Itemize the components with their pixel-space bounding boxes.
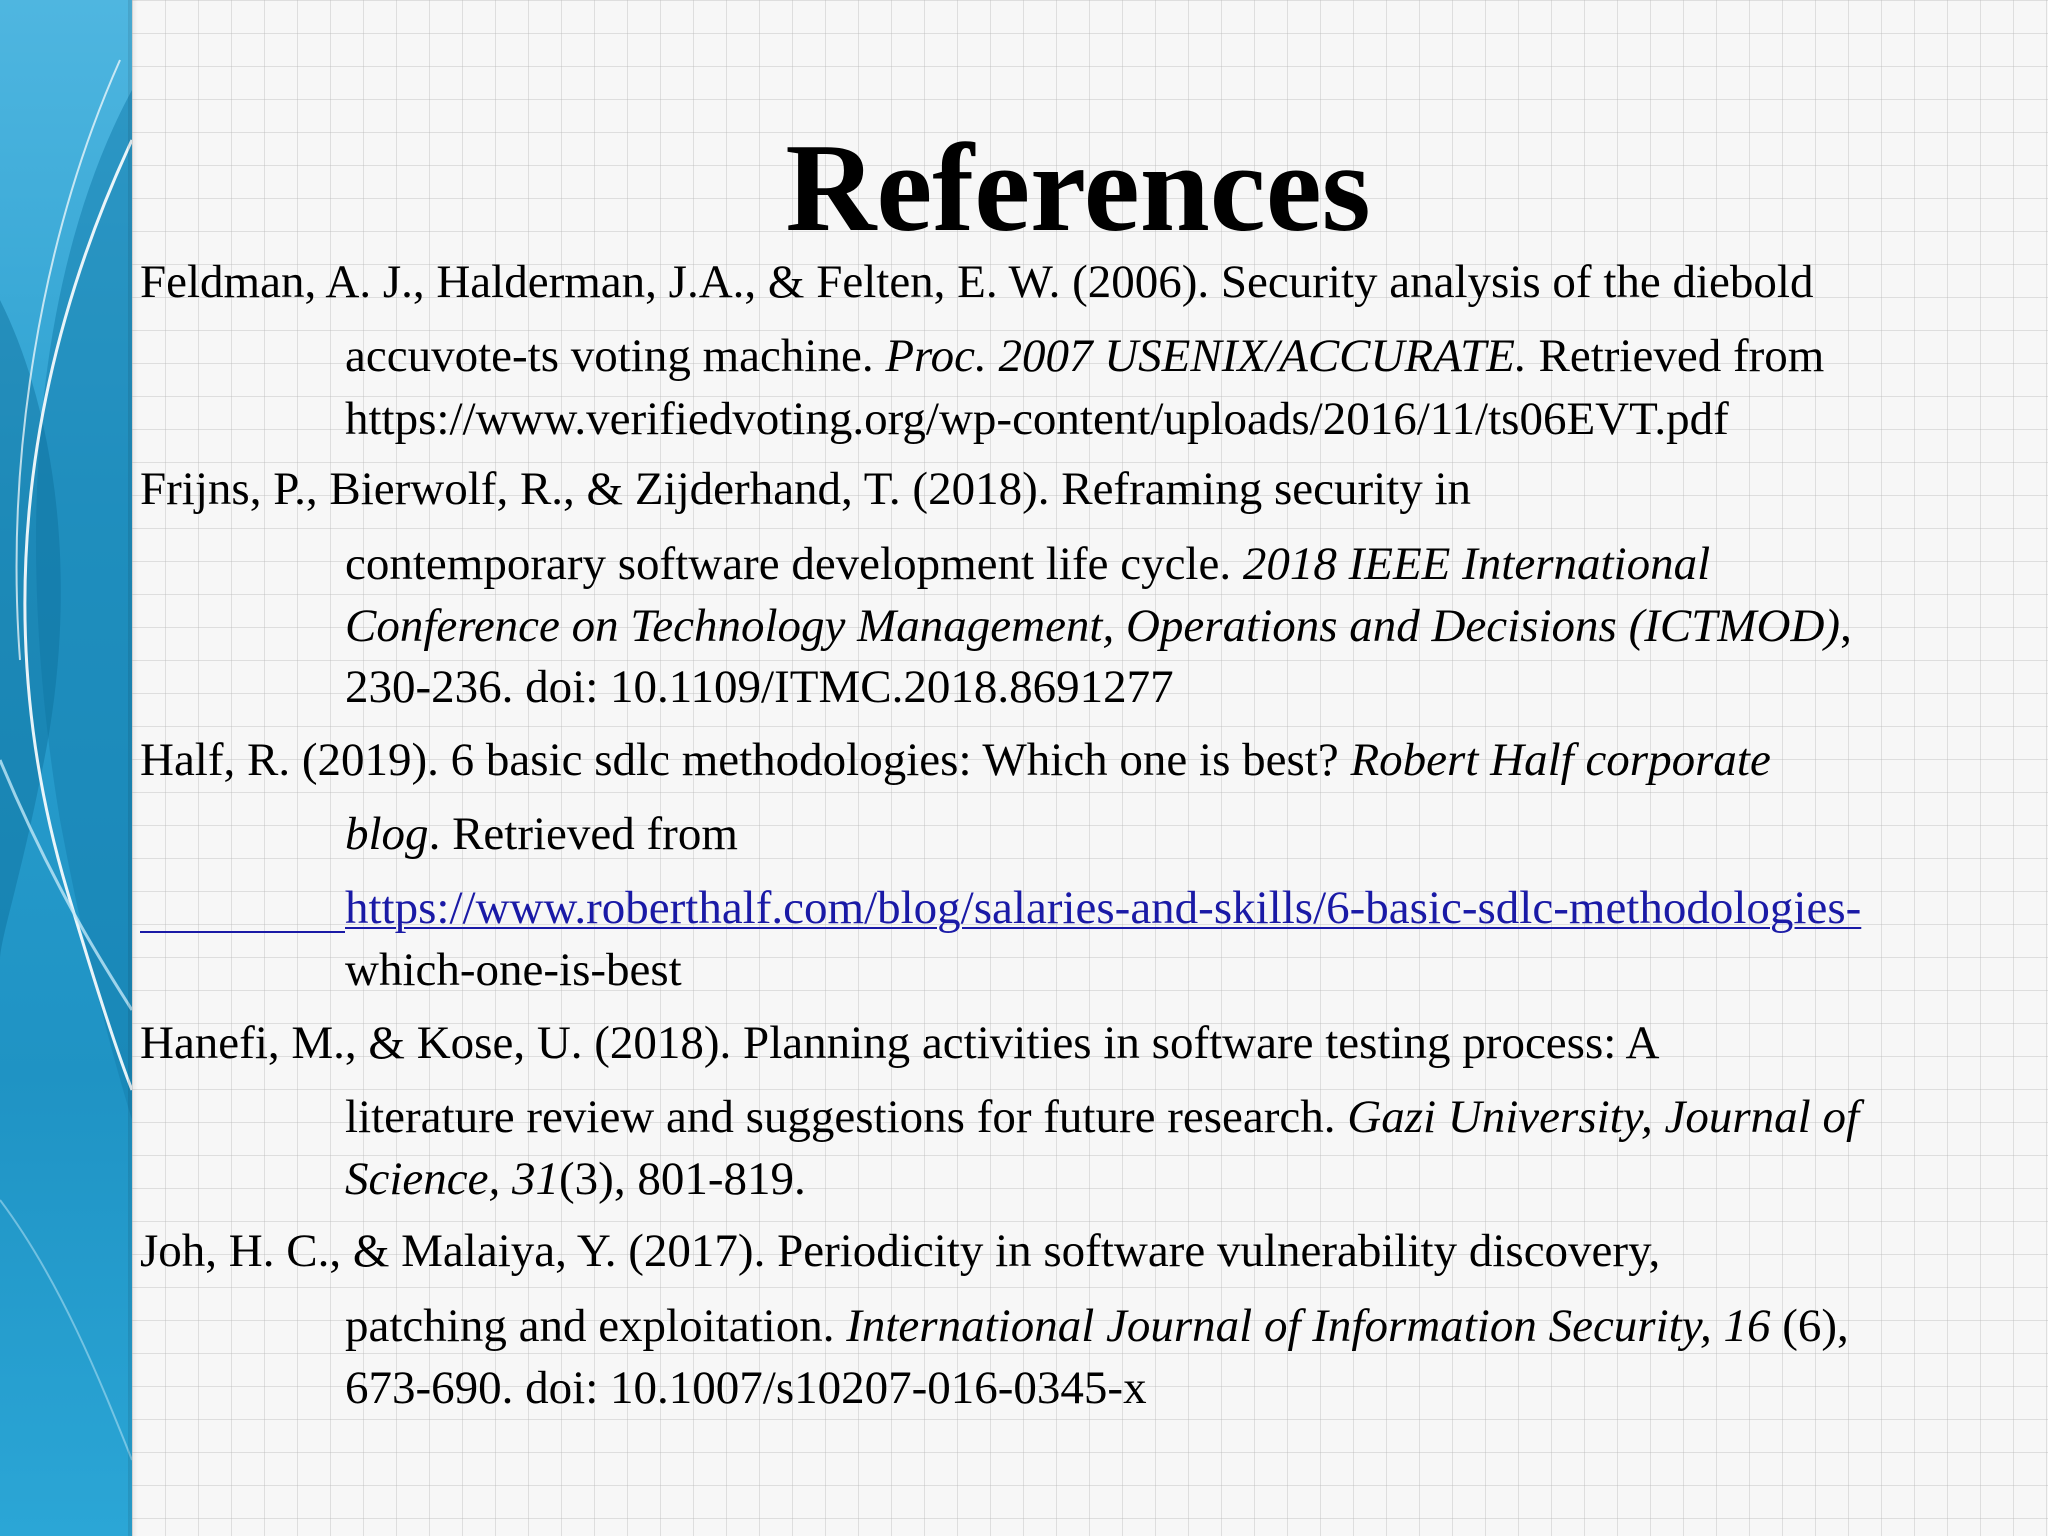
reference-2-source: 2018 IEEE International: [1242, 538, 1711, 590]
reference-5-text: patching and exploitation.: [345, 1300, 847, 1352]
reference-3-source: Robert Half corporate: [1350, 734, 1771, 786]
reference-3-url-cont: which-one-is-best: [345, 944, 682, 996]
reference-1-line-2: [345, 330, 1825, 382]
reference-1-retrieved: Retrieved from: [1526, 330, 1825, 382]
reference-3-source-cont: blog: [345, 808, 429, 860]
reference-2-line-3: [345, 600, 1852, 652]
reference-1-text: accuvote-ts voting machine.: [345, 330, 886, 382]
reference-4-pages: (3), 801-819.: [559, 1153, 806, 1205]
reference-3-line-1: [140, 734, 1771, 786]
reference-3-line-2: [345, 808, 738, 860]
reference-4-source-cont: Science, 31: [345, 1153, 560, 1205]
reference-3-url-link[interactable]: https://www.roberthalf.com/blog/salaries-and-skills/6-basic-sdlc-methodologies-: [345, 882, 1862, 934]
reference-5-issue: (6),: [1770, 1300, 1849, 1352]
reference-4-line-1: Hanefi, M., & Kose, U. (2018). Planning activities in software testing process: A: [140, 1017, 1660, 1069]
reference-5-doi: 673-690. doi: 10.1007/s10207-016-0345-x: [345, 1362, 1147, 1414]
link-underline-lead: [140, 931, 345, 933]
reference-4-source: Gazi University, Journal of: [1347, 1091, 1860, 1143]
reference-5-line-1: Joh, H. C., & Malaiya, Y. (2017). Periodicity in software vulnerability discovery,: [140, 1225, 1661, 1277]
reference-5-source: International Journal of Information Security, 16: [846, 1300, 1771, 1352]
reference-3-text: Half, R. (2019). 6 basic sdlc methodologies: Which one is best?: [140, 734, 1351, 786]
reference-2-doi: 230-236. doi: 10.1109/ITMC.2018.8691277: [345, 661, 1174, 713]
reference-4-line-3: [345, 1153, 806, 1205]
reference-1-url: https://www.verifiedvoting.org/wp-content/uploads/2016/11/ts06EVT.pdf: [345, 393, 1729, 445]
reference-1-source: Proc. 2007 USENIX/ACCURATE.: [885, 330, 1527, 382]
reference-2-line-2: [345, 538, 1711, 590]
reference-1-line-1: Feldman, A. J., Halderman, J.A., & Felten, E. W. (2006). Security analysis of the diebold: [140, 256, 1814, 308]
reference-2-source-cont: Conference on Technology Management, Operations and Decisions (ICTMOD): [345, 600, 1841, 652]
reference-4-text: literature review and suggestions for future research.: [345, 1091, 1348, 1143]
reference-2-comma: ,: [1840, 600, 1852, 652]
reference-2-line-1: Frijns, P., Bierwolf, R., & Zijderhand, T. (2018). Reframing security in: [140, 463, 1472, 515]
reference-4-line-2: [345, 1091, 1860, 1143]
reference-5-line-2: [345, 1300, 1849, 1352]
reference-2-text: contemporary software development life cycle.: [345, 538, 1243, 590]
slide-title: References: [785, 119, 1371, 258]
reference-3-retrieved: . Retrieved from: [428, 808, 738, 860]
